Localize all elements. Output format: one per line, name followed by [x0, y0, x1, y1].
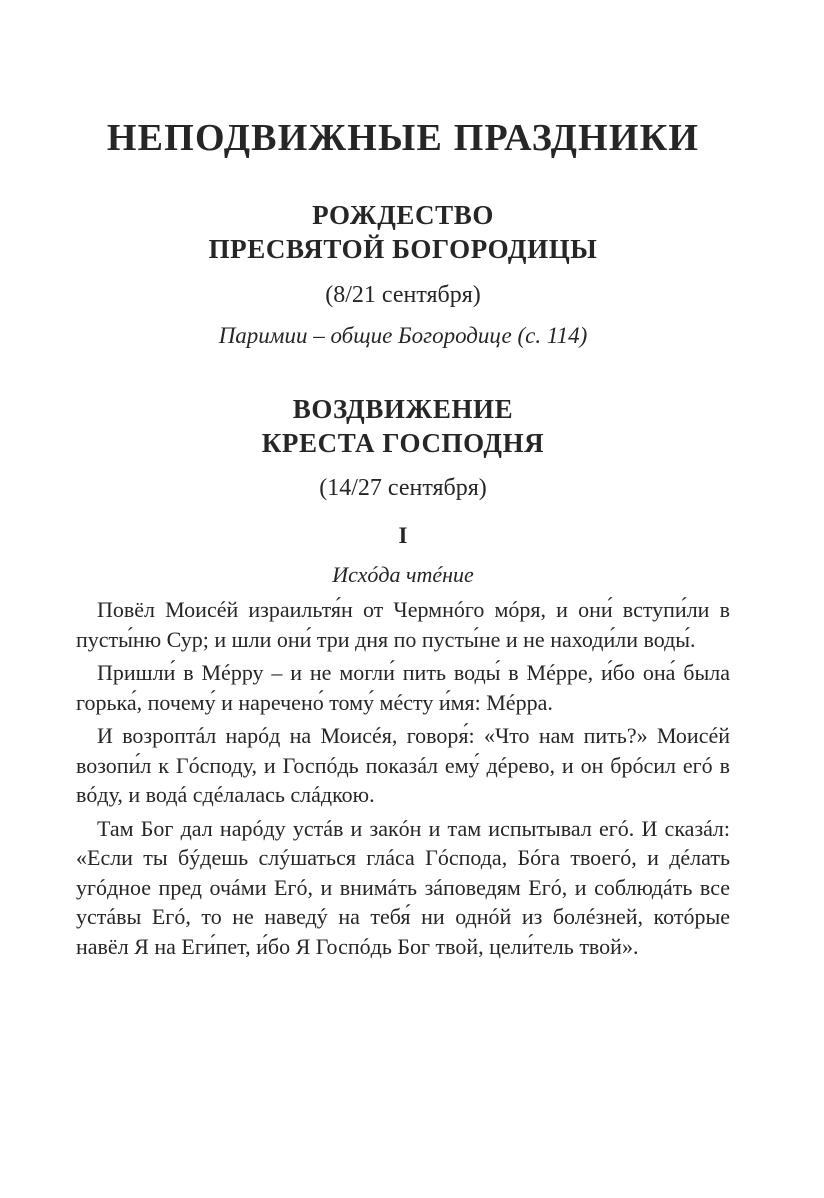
parimii-note: Паримии – общие Богородице (с. 114)	[218, 323, 588, 348]
reading-text	[76, 595, 730, 965]
reading-paragraph: Там Бог дал нарóду устáв и закóн и там испытывал егó. И сказáл: «Если ты бýдешь слýшаться глáса Гóспода, Бóга твоегó, и дéлать угóдное пред очáми Егó, и внимáть зáповедям Егó, и соблюдáть все устáвы Егó, то не наведý на тебя́ ни однóй из болéзней, котóрые навёл Я на Еги́пет, и́бо Я Госпóдь Бог твой, цели́тель твой».	[76, 815, 730, 959]
reading-paragraph: Пришли́ в Мéрру – и не могли́ пить воды́ в Мéрре, и́бо она́ была горька́, почему́ и наречено́ тому́ мéсту и́мя: Мéрра.	[76, 660, 730, 715]
feast-title-exaltation	[76, 392, 730, 460]
feast-title-nativity	[76, 198, 730, 266]
feast-title-line: КРЕСТА ГОСПОДНЯ	[261, 428, 545, 458]
feast-date-nativity: (8/21 сентября)	[325, 282, 481, 308]
reading-paragraph: И возроптáл нарóд на Моисéя, говоря́: «Что нам пить?» Моисéй возопи́л к Гóсподу, и Госпóдь показáл ему́ дéрево, и он брóсил егó в вóду, и водá сдéлалась слáдкою.	[76, 723, 730, 807]
feast-date-exaltation: (14/27 сентября)	[319, 475, 487, 501]
feast-title-line: РОЖДЕСТВО	[312, 200, 494, 230]
reading-paragraph: Повёл Моисéй израильтя́н от Чермнóго мóря, и они́ вступи́ли в пусты́ню Сур; и шли они́ три дня по пусты́не и не находи́ли воды́.	[76, 597, 730, 652]
feast-title-line: ПРЕСВЯТОЙ БОГОРОДИЦЫ	[208, 234, 598, 264]
reading-number: I	[398, 523, 408, 548]
section-title: НЕПОДВИЖНЫЕ ПРАЗДНИКИ	[106, 117, 700, 159]
reading-source: Исхóда чтéние	[332, 562, 474, 587]
feast-title-line: ВОЗДВИЖЕНИЕ	[292, 394, 514, 424]
